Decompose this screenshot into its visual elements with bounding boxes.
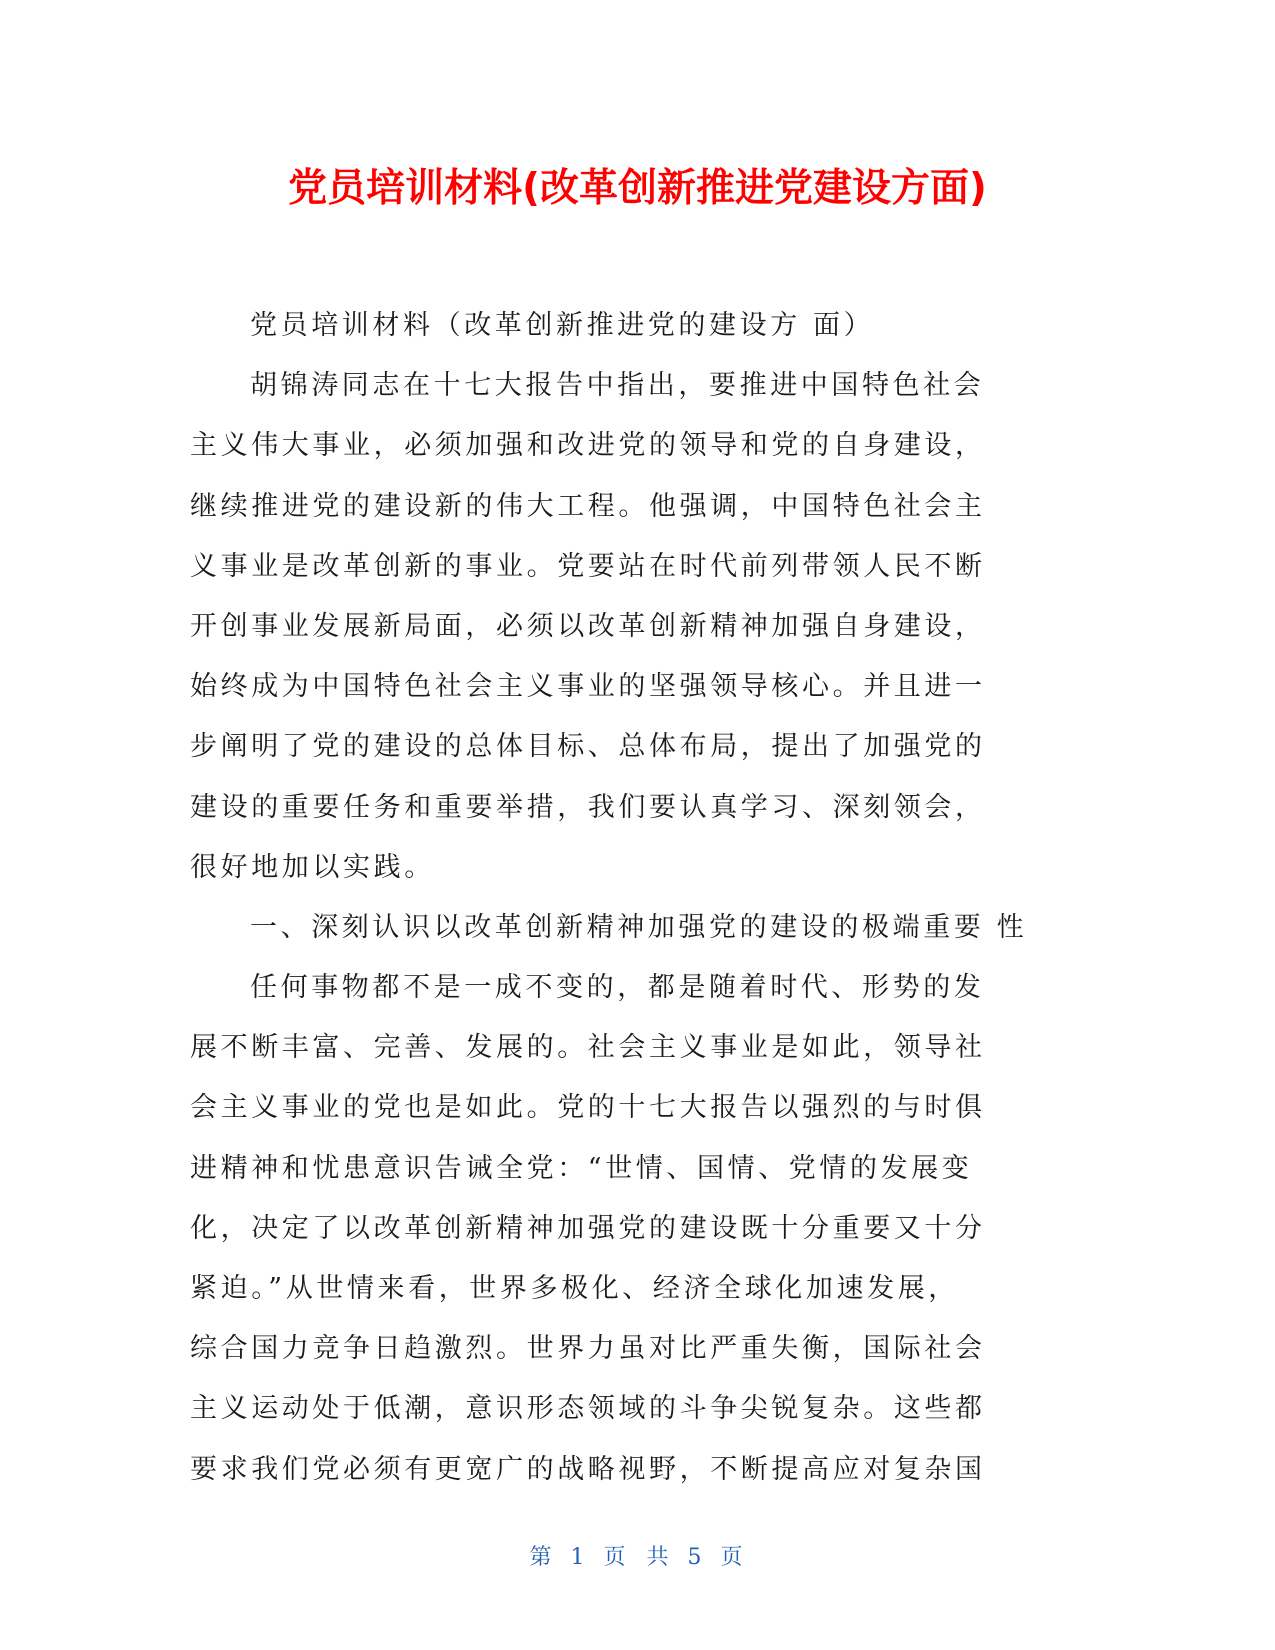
text-line: 主义运动处于低潮，意识形态领域的斗争尖锐复杂。这些都 bbox=[190, 1393, 986, 1425]
text-line: 进精神和忧患意识告诫全党：“世情、国情、党情的发展变 bbox=[190, 1152, 973, 1184]
text-line: 始终成为中国特色社会主义事业的坚强领导核心。并且进一 bbox=[190, 671, 986, 703]
text-line: 化，决定了以改革创新精神加强党的建设既十分重要又十分 bbox=[190, 1212, 986, 1244]
text-line: 建设的重要任务和重要举措，我们要认真学习、深刻领会， bbox=[190, 791, 986, 823]
text-line: 继续推进党的建设新的伟大工程。他强调，中国特色社会主 bbox=[190, 490, 986, 522]
text-line: 主义伟大事业，必须加强和改进党的领导和党的自身建设， bbox=[190, 430, 986, 462]
total-pages-number: 5 bbox=[687, 1545, 705, 1570]
text-line: 综合国力竞争日趋激烈。世界力虽对比严重失衡，国际社会 bbox=[190, 1333, 986, 1365]
page-label: 共 bbox=[646, 1545, 672, 1570]
document-body bbox=[190, 296, 1028, 1500]
text-line: 要求我们党必须有更宽广的战略视野，不断提高应对复杂国 bbox=[190, 1453, 986, 1485]
page-label: 页 bbox=[603, 1545, 629, 1570]
page-label: 第 bbox=[529, 1545, 555, 1570]
text-line: 任何事物都不是一成不变的，都是随着时代、形势的发 bbox=[250, 972, 985, 1004]
page-label: 页 bbox=[720, 1545, 746, 1570]
section-heading: 一、深刻认识以改革创新精神加强党的建设的极端重要 性 bbox=[250, 911, 1028, 943]
text-line: 紧迫。”从世情来看，世界多极化、经济全球化加速发展， bbox=[190, 1273, 959, 1304]
text-line: 很好地加以实践。 bbox=[190, 851, 435, 883]
text-line: 展不断丰富、完善、发展的。社会主义事业是如此，领导社 bbox=[190, 1032, 986, 1064]
page-footer bbox=[0, 1540, 1275, 1571]
text-line: 会主义事业的党也是如此。党的十七大报告以强烈的与时俱 bbox=[190, 1092, 986, 1124]
text-line: 胡锦涛同志在十七大报告中指出，要推进中国特色社会 bbox=[250, 370, 985, 402]
text-line: 开创事业发展新局面，必须以改革创新精神加强自身建设， bbox=[190, 610, 986, 642]
text-line: 党员培训材料（改革创新推进党的建设方 面） bbox=[250, 310, 875, 341]
current-page-number: 1 bbox=[570, 1545, 588, 1570]
text-line: 步阐明了党的建设的总体目标、总体布局，提出了加强党的 bbox=[190, 731, 986, 763]
document-title: 党员培训材料(改革创新推进党建设方面) bbox=[288, 166, 987, 211]
text-line: 义事业是改革创新的事业。党要站在时代前列带领人民不断 bbox=[190, 550, 986, 582]
